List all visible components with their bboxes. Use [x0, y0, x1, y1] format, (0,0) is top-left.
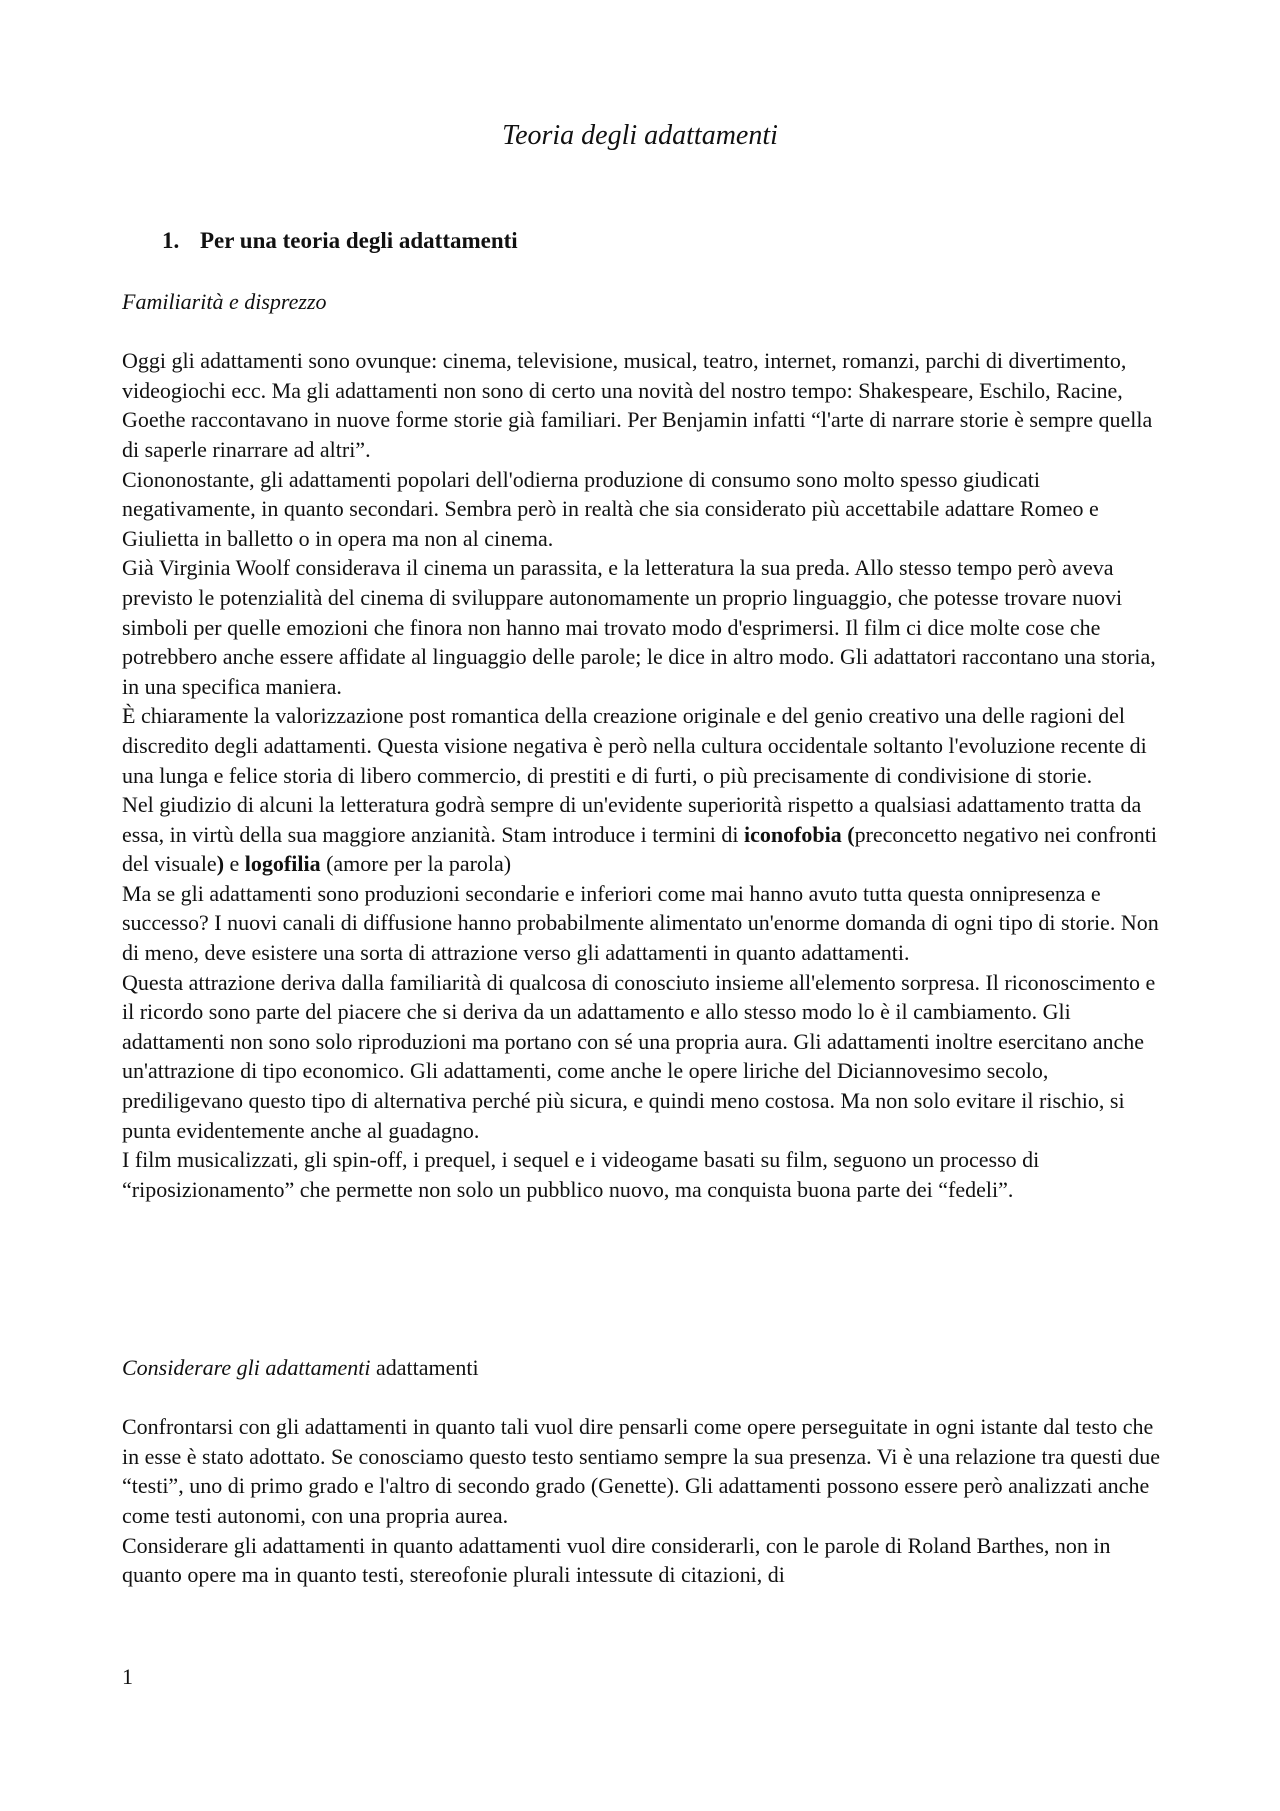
section-title: Per una teoria degli adattamenti: [200, 228, 518, 253]
document-title: Teoria degli adattamenti: [502, 120, 778, 151]
subsection-title-plain: adattamenti: [370, 1355, 479, 1380]
paragraph: Ciononostante, gli adattamenti popolari dell'odierna produzione di consumo sono molto spesso giudicati negativamente, in quanto secondari. Sembra però in realtà che sia considerato più accettabile adattare Romeo e Giulietta in balletto o in opera ma non al cinema.: [122, 466, 1099, 551]
paragraph: I film musicalizzati, gli spin-off, i prequel, i sequel e i videogame basati su film, seguono un processo di “riposizionamento” che permette non solo un pubblico nuovo, ma conquista buona parte dei “fedeli”.: [122, 1147, 1040, 1202]
paragraph: Oggi gli adattamenti sono ovunque: cinema, televisione, musical, teatro, internet, romanzi, parchi di divertimento, videogiochi ecc. Ma gli adattamenti non sono di certo una novità del nostro tempo: Shakespeare, Eschilo, Racine, Goethe raccontavano in nuove forme storie già familiari. Per Benjamin infatti “l'arte di narrare storie è sempre quella di saperle rinarrare ad altri”.: [122, 348, 1153, 462]
term-logofilia: logofilia: [244, 851, 321, 877]
paragraph-terms: [122, 790, 1172, 879]
term-definition: (amore per la parola): [320, 851, 512, 877]
subsection-title: Familiarità e disprezzo: [122, 289, 327, 314]
page-number: 1: [122, 1664, 133, 1689]
paragraph-text: e: [224, 851, 245, 877]
paragraph: Confrontarsi con gli adattamenti in quanto tali vuol dire pensarli come opere perseguitate in ogni istante dal testo che in esse è stato adottato. Se conosciamo questo testo sentiamo sempre la sua presenza. Vi è una relazione tra questi due “testi”, uno di primo grado e l'altro di secondo grado (Genette). Gli adattamenti possono essere però analizzati anche come testi autonomi, con una propria aurea.: [122, 1414, 1161, 1528]
term-iconofobia: iconofobia: [743, 821, 842, 847]
paragraph: Già Virginia Woolf considerava il cinema un parassita, e la letteratura la sua preda. Allo stesso tempo però aveva previsto le potenzialità del cinema di sviluppare autonomamente un proprio linguaggio, che potesse trovare nuovi simboli per quelle emozioni che finora non hanno mai trovato modo d'esprimersi. Il film ci dice molte cose che potrebbero anche essere affidate al linguaggio delle parole; le dice in altro modo. Gli adattatori raccontano una storia, in una specifica maniera.: [122, 555, 1156, 699]
bold-paren-close: ): [216, 851, 225, 877]
term-definition: preconcetto negativo nei confronti del visuale: [122, 821, 1157, 877]
subsection-considerare: [122, 1353, 1172, 1590]
subsection-title: [122, 1353, 1172, 1383]
paragraph: Considerare gli adattamenti in quanto adattamenti vuol dire considerarli, con le parole di Roland Barthes, non in quanto opere ma in quanto testi, stereofonie plurali intessute di citazioni, di: [122, 1532, 1111, 1588]
paragraph-text: Nel giudizio di alcuni la letteratura godrà sempre di un'evidente superiorità rispetto a qualsiasi adattamento tratta da essa, in virtù della sua maggiore anzianità. Stam introduce i termini di: [122, 792, 1142, 847]
section-heading: [162, 228, 518, 254]
subsection-title-italic: Considerare gli adattamenti: [122, 1355, 371, 1380]
bold-paren-open: (: [841, 821, 855, 847]
section-number: 1.: [162, 228, 180, 253]
paragraph: È chiaramente la valorizzazione post romantica della creazione originale e del genio creativo una delle ragioni del discredito degli adattamenti. Questa visione negativa è però nella cultura occidentale soltanto l'evoluzione recente di una lunga e felice storia di libero commercio, di prestiti e di furti, o più precisamente di condivisione di storie.: [122, 703, 1147, 788]
subsection-familiarita: [122, 287, 1172, 1204]
paragraph: Questa attrazione deriva dalla familiarità di qualcosa di conosciuto insieme all'elemento sorpresa. Il riconoscimento e il ricordo sono parte del piacere che si deriva da un adattamento e allo stesso modo lo è il cambiamento. Gli adattamenti non sono solo riproduzioni ma portano con sé una propria aura. Gli adattamenti inoltre esercitano anche un'attrazione di tipo economico. Gli adattamenti, come anche le opere liriche del Diciannovesimo secolo, prediligevano questo tipo di alternativa perché più sicura, e quindi meno costosa. Ma non solo evitare il rischio, si punta evidentemente anche al guadagno.: [122, 969, 1156, 1143]
paragraph: Ma se gli adattamenti sono produzioni secondarie e inferiori come mai hanno avuto tutta questa onnipresenza e successo? I nuovi canali di diffusione hanno probabilmente alimentato un'enorme domanda di ogni tipo di storie. Non di meno, deve esistere una sorta di attrazione verso gli adattamenti in quanto adattamenti.: [122, 880, 1159, 966]
